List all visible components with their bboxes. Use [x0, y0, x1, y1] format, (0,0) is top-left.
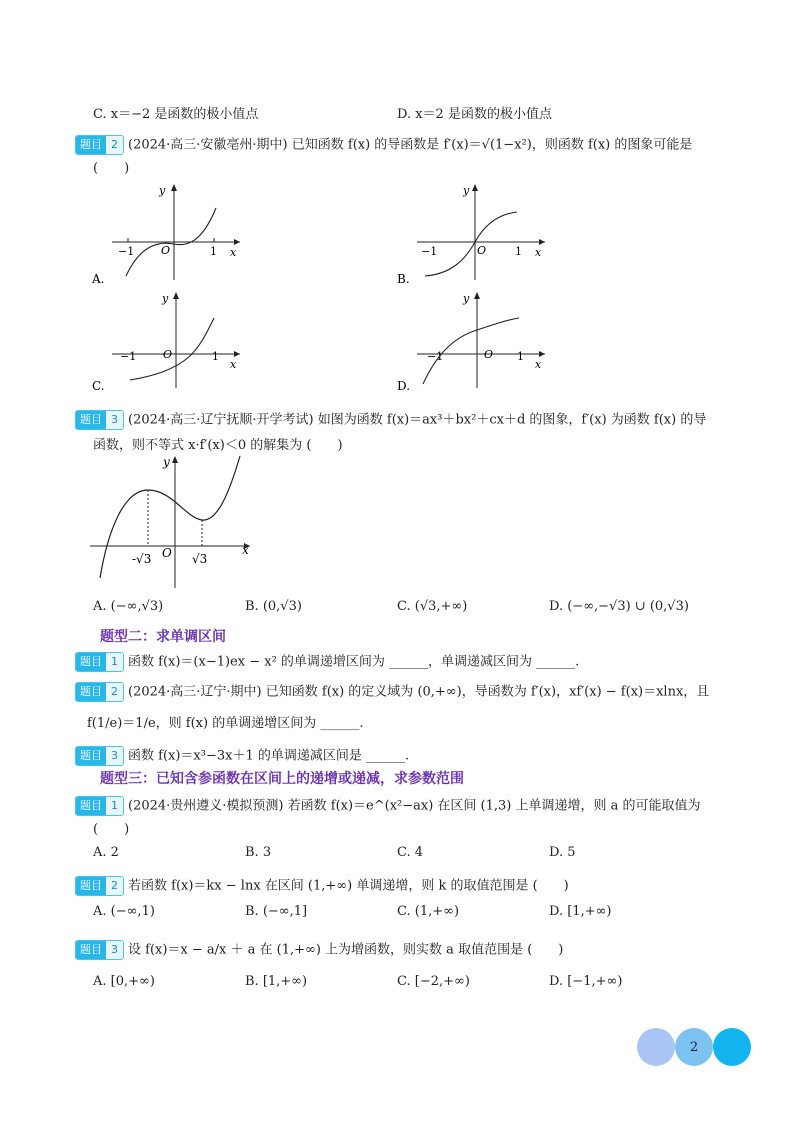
axis-x-label: x [230, 358, 237, 371]
question-badge: 题目 3 [75, 940, 124, 960]
question-badge: 题目 2 [75, 682, 124, 702]
graph-d [395, 288, 555, 393]
option-c[interactable]: C. [−2,+∞) [397, 974, 470, 989]
graph-label: A. [92, 272, 105, 285]
question-s1q2 [75, 135, 692, 156]
option-c[interactable]: C. (1,+∞) [397, 904, 460, 919]
question-s2q2 [75, 682, 709, 703]
question-badge: 题目 1 [75, 796, 124, 816]
option-d[interactable]: D. [1,+∞) [549, 904, 612, 919]
question-s3q2 [75, 876, 569, 897]
question-badge: 题目 3 [75, 410, 124, 430]
question-text: 若函数 f(x)＝kx − lnx 在区间 (1,+∞) 单调递增，则 k 的取值范围是 ( ) [128, 878, 569, 894]
tick-pos1: 1 [212, 350, 219, 363]
axis-y-label: y [463, 292, 470, 305]
graph-label: B. [397, 272, 410, 285]
option-a[interactable]: A. [0,+∞) [93, 974, 155, 989]
option-a[interactable]: A. (−∞,√3) [93, 599, 164, 614]
tick-pos1: 1 [517, 350, 524, 363]
graph-label: C. [92, 379, 105, 393]
option-b[interactable]: B. [1,+∞) [245, 974, 308, 989]
question-text-cont: 函数，则不等式 x·f′(x)＜0 的解集为 ( ) [93, 438, 343, 453]
axis-x-label: x [242, 543, 249, 557]
question-s1q3 [75, 410, 706, 431]
axis-x-label: x [535, 246, 542, 259]
axis-x-label: x [230, 246, 237, 259]
origin-label: O [162, 546, 172, 560]
answer-paren: ( ) [93, 822, 130, 837]
question-text: 函数 f(x)＝(x−1)ex − x² 的单调递增区间为 ______，单调递减区间为 ______. [128, 654, 580, 670]
question-badge: 题目 2 [75, 135, 124, 155]
option-b[interactable]: B. 3 [245, 845, 272, 860]
graph-c [90, 288, 250, 393]
page-number: 2 [675, 1028, 713, 1066]
section-title-3: 题型三：已知含参函数在区间上的递增或递减，求参数范围 [100, 771, 464, 787]
tick-neg-sqrt3: -√3 [132, 552, 152, 566]
option-b[interactable]: B. (−∞,1] [245, 904, 308, 919]
option-a[interactable]: A. (−∞,1) [93, 904, 155, 919]
origin-label: O [477, 244, 487, 257]
question-text: (2024·高三·辽宁·期中) 已知函数 f(x) 的定义域为 (0,+∞)，导函数为 f′(x)，xf′(x) − f(x)＝xlnx，且 [128, 684, 710, 700]
question-s3q1 [75, 796, 701, 817]
origin-label: O [163, 348, 173, 361]
question-text: (2024·高三·安徽亳州·期中) 已知函数 f(x) 的导函数是 f′(x)＝√(1−x²)，则函数 f(x) 的图象可能是 [128, 137, 693, 153]
option-b[interactable]: B. (0,√3) [245, 599, 302, 614]
question-s2q1 [75, 652, 579, 673]
question-text: 函数 f(x)＝x³−3x＋1 的单调递减区间是 ______. [128, 748, 410, 764]
question-text-cont: f(1/e)＝1/e，则 f(x) 的单调递增区间为 ______. [87, 716, 364, 731]
page-dot-left [637, 1028, 675, 1066]
option-d[interactable]: D. (−∞,−√3) ∪ (0,√3) [549, 599, 689, 614]
graph-a [90, 180, 250, 285]
axis-y-label: y [162, 292, 169, 305]
question-text: (2024·高三·辽宁抚顺·开学考试) 如图为函数 f(x)＝ax³＋bx²＋cx＋d 的图象，f′(x) 为函数 f(x) 的导 [128, 412, 707, 428]
tick-neg1: −1 [427, 350, 444, 363]
tick-neg1: −1 [120, 350, 137, 363]
axis-y-label: y [159, 184, 166, 197]
tick-pos1: 1 [515, 245, 522, 258]
cubic-graph [88, 450, 263, 590]
axis-x-label: x [535, 358, 542, 371]
tick-pos-sqrt3: √3 [192, 552, 208, 566]
option-a[interactable]: A. 2 [93, 845, 119, 860]
option-c[interactable]: C. (√3,+∞) [397, 599, 468, 614]
option-d[interactable]: D. 5 [549, 845, 576, 860]
graph-label: D. [397, 379, 411, 393]
tick-pos1: 1 [210, 245, 217, 258]
origin-label: O [161, 244, 171, 257]
page-dot-right [713, 1028, 751, 1066]
answer-paren: ( ) [93, 161, 130, 176]
axis-y-label: y [463, 184, 470, 197]
prev-option-c: C. x＝−2 是函数的极小值点 [93, 107, 259, 122]
question-badge: 题目 3 [75, 746, 124, 766]
prev-option-d: D. x＝2 是函数的极小值点 [397, 107, 552, 122]
question-text: 设 f(x)＝x − a/x ＋ a 在 (1,+∞) 上为增函数，则实数 a 取值范围是 ( ) [128, 942, 564, 958]
option-d[interactable]: D. [−1,+∞) [549, 974, 623, 989]
question-s3q3 [75, 940, 563, 961]
section-title-2: 题型二：求单调区间 [100, 629, 226, 645]
question-badge: 题目 2 [75, 876, 124, 896]
graph-b [395, 180, 555, 285]
question-s2q3 [75, 746, 409, 767]
tick-neg1: −1 [421, 245, 438, 258]
axis-y-label: y [163, 455, 170, 469]
question-text: (2024·贵州遵义·模拟预测) 若函数 f(x)＝e^(x²−ax) 在区间 (1,3) 上单调递增，则 a 的可能取值为 [128, 798, 701, 814]
tick-neg1: −1 [118, 245, 135, 258]
option-c[interactable]: C. 4 [397, 845, 424, 860]
question-badge: 题目 1 [75, 652, 124, 672]
origin-label: O [484, 348, 494, 361]
